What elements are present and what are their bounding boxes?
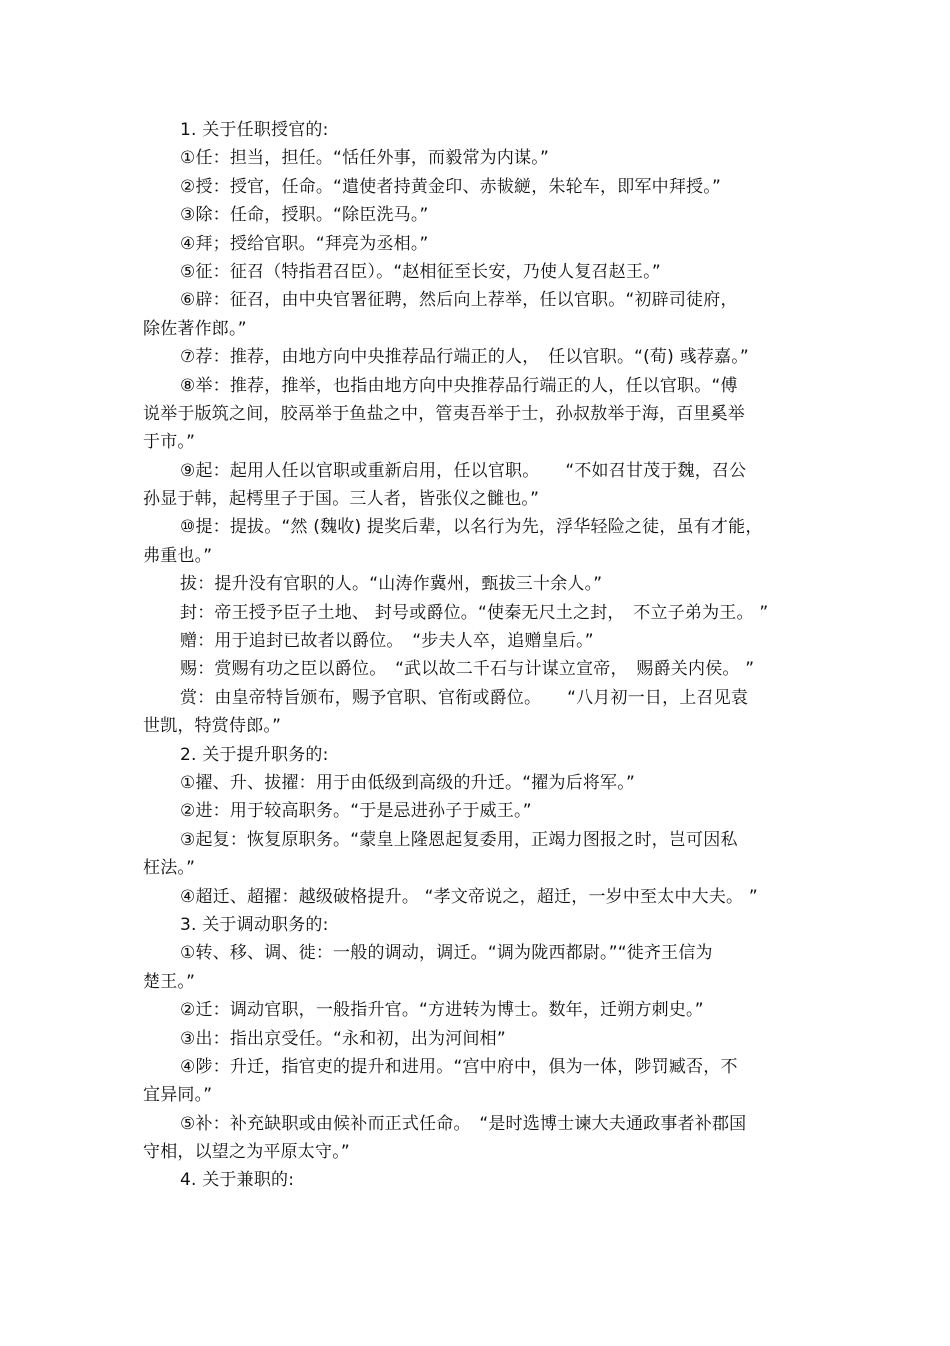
text-line: ⑩提：提拔。“然 (魏收) 提奖后辈，以名行为先，浮华轻险之徒，虽有才能，	[180, 517, 763, 538]
text-line: 赐：赏赐有功之臣以爵位。 “武以故二千石与计谋立宣帝， 赐爵关内侯。 ”	[180, 659, 755, 680]
text-line: 宜异同。”	[143, 1085, 213, 1106]
text-line: ④陟：升迁，指官吏的提升和进用。“宫中府中，俱为一体，陟罚臧否，不	[180, 1056, 738, 1077]
document-body	[143, 116, 803, 1195]
text-line: 弗重也。”	[143, 545, 213, 566]
text-line: 3. 关于调动职务的:	[180, 914, 329, 935]
text-line: 守相，以望之为平原太守。”	[143, 1142, 350, 1163]
text-line: 赠：用于追封已故者以爵位。 “步夫人卒，追赠皇后。”	[180, 631, 594, 652]
text-line: ④超迁、超擢：越级破格提升。 “孝文帝说之，超迁，一岁中至太中大夫。 ”	[180, 886, 758, 907]
text-line: ③除：任命，授职。“除臣洗马。”	[180, 205, 429, 226]
text-line: ⑤补：补充缺职或由候补而正式任命。 “是时选博士谏大夫通政事者补郡国	[180, 1113, 747, 1134]
text-line: ①擢、升、拔擢：用于由低级到高级的升迁。“擢为后将军。”	[180, 772, 635, 793]
text-line: ③起复：恢复原职务。“蒙皇上隆恩起复委用，正竭力图报之时，岂可因私	[180, 829, 738, 850]
text-line: 楚王。”	[143, 971, 196, 992]
text-line: 4. 关于兼职的:	[180, 1170, 295, 1191]
text-line: ②进：用于较高职务。“于是忌进孙子于威王。”	[180, 801, 532, 822]
text-line: ①转、移、调、徙：一般的调动，调迁。“调为陇西都尉。”“徙齐王信为	[180, 943, 713, 964]
text-line: 枉法。”	[143, 858, 196, 879]
text-line: ③出：指出京受任。“永和初，出为河间相”	[180, 1028, 506, 1049]
text-line: 赏：由皇帝特旨颁布，赐予官职、官衔或爵位。 “八月初一日，上召见袁	[180, 687, 749, 708]
text-line: 于市。”	[143, 432, 196, 453]
text-line: ⑦荐：推荐，由地方向中央推荐品行端正的人， 任以官职。“(荀) 彧荐嘉。”	[180, 347, 749, 368]
text-line: 除佐著作郎。”	[143, 318, 247, 339]
text-line: 拔：提升没有官职的人。“山涛作冀州，甄拔三十余人。”	[180, 574, 603, 595]
text-line: 说举于版筑之间，胶鬲举于鱼盐之中，管夷吾举于士，孙叔敖举于海，百里奚举	[143, 403, 745, 424]
text-line: ①任：担当，担任。“恬任外事，而毅常为内谋。”	[180, 148, 549, 169]
text-line: 2. 关于提升职务的:	[180, 744, 329, 765]
text-line: 1. 关于任职授官的:	[180, 120, 329, 140]
text-line: ⑨起：起用人任以官职或重新启用，任以官职。 “不如召甘茂于魏，召公	[180, 460, 747, 481]
text-line: ⑧举：推荐，推举，也指由地方向中央推荐品行端正的人，任以官职。“傅	[180, 375, 738, 396]
text-line: ⑥辟：征召，由中央官署征聘，然后向上荐举，任以官职。“初辟司徒府，	[180, 290, 738, 311]
text-line: ⑤征：征召（特指君召臣）。“赵相征至长安，乃使人复召赵王。”	[180, 261, 661, 282]
text-line: ②迁：调动官职，一般指升官。“方进转为博士。数年，迁朔方刺史。”	[180, 1000, 704, 1021]
text-line: ④拜；授给官职。“拜亮为丞相。”	[180, 233, 429, 254]
text-line: 封：帝王授予臣子土地、 封号或爵位。“使秦无尺土之封， 不立子弟为王。 ”	[180, 602, 769, 623]
text-line: ②授：授官，任命。“遣使者持黄金印、赤韨縌，朱轮车，即军中拜授。”	[180, 176, 721, 197]
text-line: 孙显于韩，起樗里子于国。三人者，皆张仪之雠也。”	[143, 489, 540, 510]
text-line: 世凯，特赏侍郎。”	[143, 716, 282, 737]
